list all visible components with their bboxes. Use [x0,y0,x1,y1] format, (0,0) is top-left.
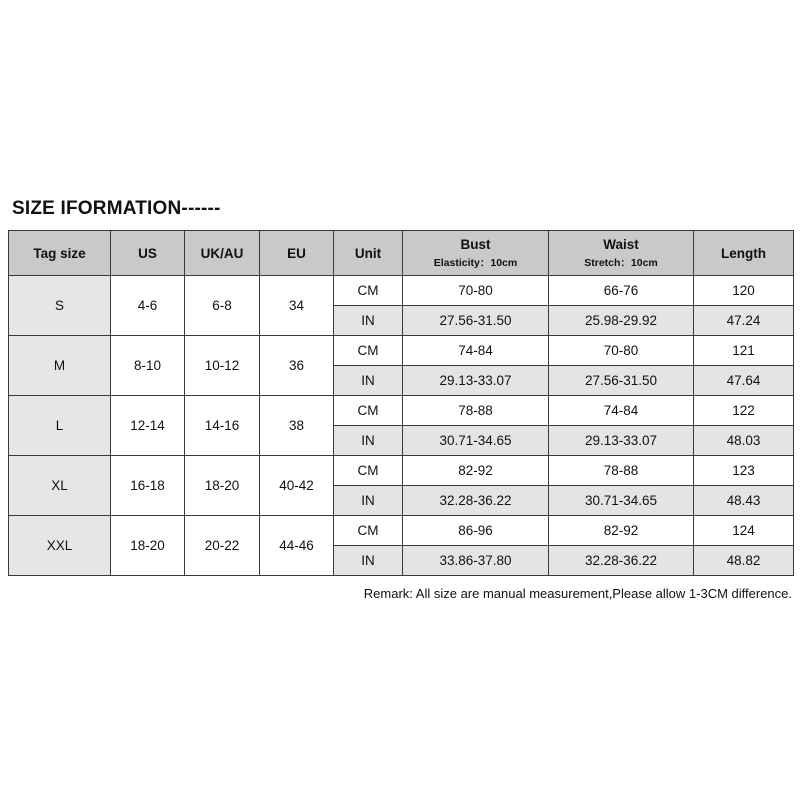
bust-cell: 82-92 [403,456,549,486]
bust-cell: 33.86-37.80 [403,546,549,576]
unit-cell: IN [334,426,403,456]
unit-cell: IN [334,366,403,396]
header-unit: Unit [334,231,403,276]
waist-cell: 78-88 [549,456,694,486]
tag-size-cell: L [9,396,111,456]
bust-cell: 74-84 [403,336,549,366]
unit-cell: IN [334,546,403,576]
length-cell: 120 [694,276,794,306]
bust-cell: 70-80 [403,276,549,306]
header-tag-size: Tag size [9,231,111,276]
us-size-cell: 12-14 [111,396,185,456]
size-table-body [9,276,794,576]
uk-au-size-cell: 20-22 [185,516,260,576]
waist-cell: 27.56-31.50 [549,366,694,396]
waist-cell: 70-80 [549,336,694,366]
table-row [9,396,794,426]
unit-cell: IN [334,486,403,516]
us-size-cell: 8-10 [111,336,185,396]
length-cell: 47.24 [694,306,794,336]
uk-au-size-cell: 6-8 [185,276,260,336]
header-waist-label: Waist [603,236,639,252]
header-waist-note: Stretch：10cm [584,256,658,269]
page-title: SIZE IFORMATION------ [12,198,221,219]
length-cell: 48.43 [694,486,794,516]
tag-size-cell: XL [9,456,111,516]
eu-size-cell: 34 [260,276,334,336]
uk-au-size-cell: 10-12 [185,336,260,396]
tag-size-cell: M [9,336,111,396]
length-cell: 47.64 [694,366,794,396]
tag-size-cell: XXL [9,516,111,576]
header-waist [549,231,694,276]
uk-au-size-cell: 14-16 [185,396,260,456]
table-row [9,516,794,546]
header-uk-au: UK/AU [185,231,260,276]
header-us: US [111,231,185,276]
bust-cell: 30.71-34.65 [403,426,549,456]
table-header-row [9,231,794,276]
table-row [9,336,794,366]
bust-cell: 78-88 [403,396,549,426]
length-cell: 123 [694,456,794,486]
header-length: Length [694,231,794,276]
eu-size-cell: 38 [260,396,334,456]
eu-size-cell: 44-46 [260,516,334,576]
remark-note: Remark: All size are manual measurement,Please allow 1-3CM difference. [363,586,792,601]
header-bust-note: Elasticity：10cm [433,256,518,269]
waist-cell: 74-84 [549,396,694,426]
bust-cell: 27.56-31.50 [403,306,549,336]
us-size-cell: 16-18 [111,456,185,516]
size-table [8,230,794,576]
length-cell: 48.03 [694,426,794,456]
bust-cell: 29.13-33.07 [403,366,549,396]
bust-cell: 86-96 [403,516,549,546]
unit-cell: CM [334,336,403,366]
unit-cell: CM [334,456,403,486]
waist-cell: 29.13-33.07 [549,426,694,456]
header-bust [403,231,549,276]
unit-cell: CM [334,276,403,306]
length-cell: 122 [694,396,794,426]
waist-cell: 32.28-36.22 [549,546,694,576]
header-eu: EU [260,231,334,276]
waist-cell: 82-92 [549,516,694,546]
unit-cell: IN [334,306,403,336]
waist-cell: 30.71-34.65 [549,486,694,516]
length-cell: 121 [694,336,794,366]
waist-cell: 25.98-29.92 [549,306,694,336]
us-size-cell: 18-20 [111,516,185,576]
header-bust-label: Bust [460,236,491,252]
unit-cell: CM [334,516,403,546]
table-row [9,276,794,306]
length-cell: 124 [694,516,794,546]
bust-cell: 32.28-36.22 [403,486,549,516]
waist-cell: 66-76 [549,276,694,306]
length-cell: 48.82 [694,546,794,576]
unit-cell: CM [334,396,403,426]
eu-size-cell: 40-42 [260,456,334,516]
us-size-cell: 4-6 [111,276,185,336]
table-row [9,456,794,486]
uk-au-size-cell: 18-20 [185,456,260,516]
eu-size-cell: 36 [260,336,334,396]
tag-size-cell: S [9,276,111,336]
